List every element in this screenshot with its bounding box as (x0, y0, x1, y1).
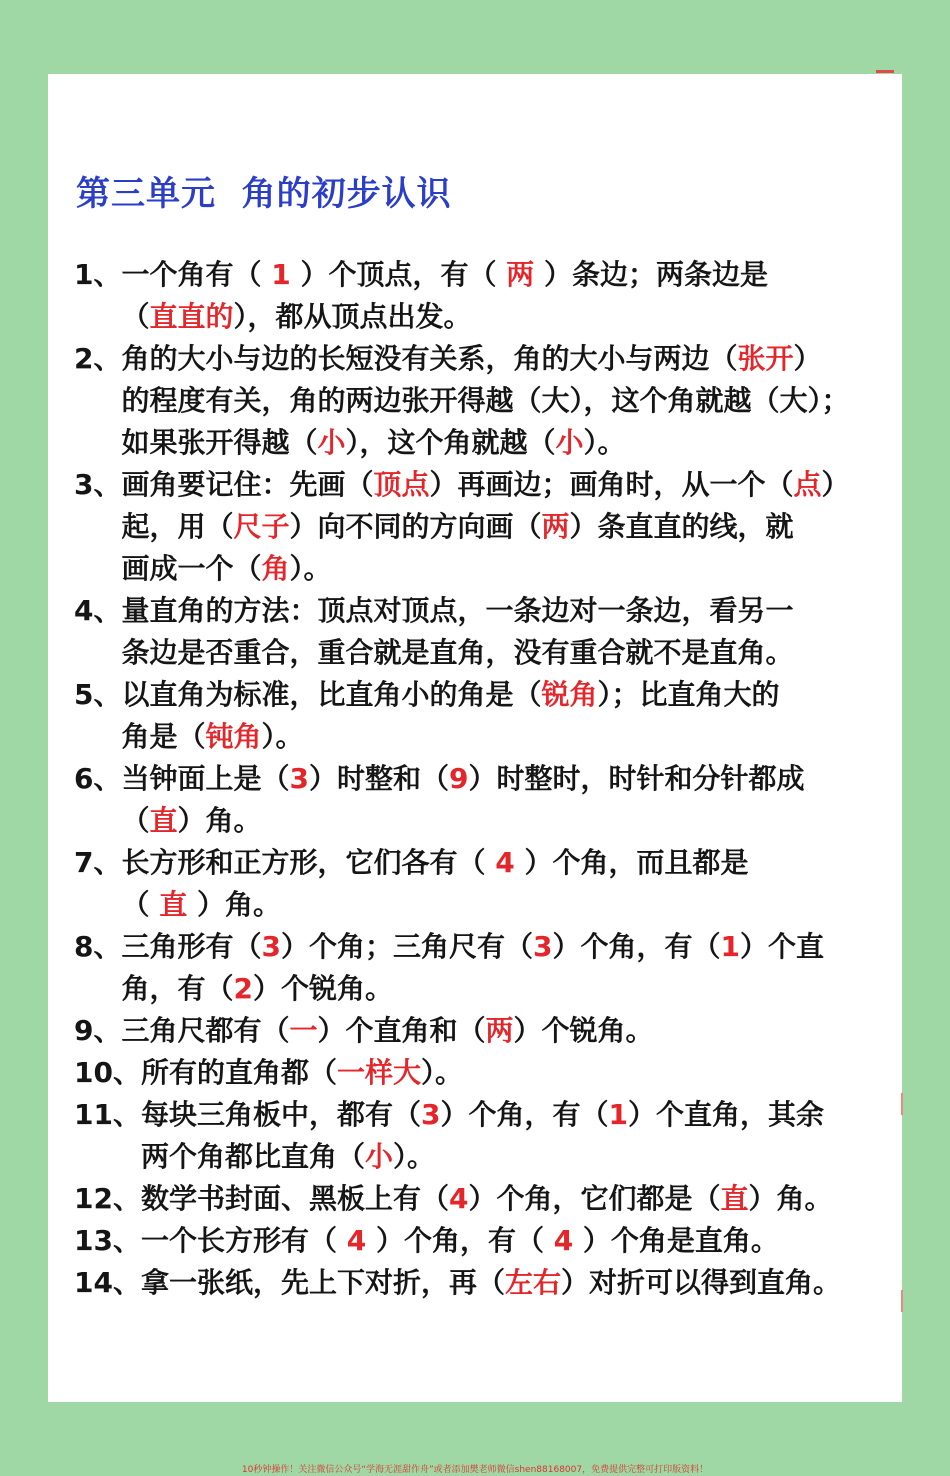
item-line (141, 1052, 874, 1094)
item-number: 13、 (74, 1224, 141, 1257)
item-number: 1、 (74, 258, 122, 291)
item-line (121, 800, 874, 842)
item-line (121, 464, 874, 506)
answer-text: 角 (261, 552, 290, 585)
item-text (121, 338, 874, 464)
item-number: 3、 (74, 468, 122, 501)
answer-text: 1 (271, 258, 291, 291)
list-item (74, 758, 874, 842)
question-text: ）个角，有（ (440, 1098, 609, 1131)
question-text: 拿一张纸，先上下对折，再（ (140, 1266, 505, 1299)
question-text: 条边是否重合，重合就是直角，没有重合就不是直角。 (121, 636, 794, 669)
item-text (121, 842, 874, 926)
question-text: ）个角，而且都是 (514, 846, 749, 879)
item-line (121, 296, 874, 338)
question-text: 如果张开得越（ (121, 426, 318, 459)
answer-text: 4 (448, 1182, 469, 1215)
item-number: 9、 (74, 1014, 122, 1047)
list-item (74, 1262, 874, 1304)
question-text: 角的大小与边的长短没有关系，角的大小与两边（ (121, 342, 738, 375)
question-text: ）再画边；画角时，从一个（ (429, 468, 794, 501)
question-text: ）个锐角。 (252, 972, 393, 1005)
question-text: ）角。 (748, 1182, 833, 1215)
question-text: 三角尺都有（ (121, 1014, 290, 1047)
side-mark (901, 1290, 903, 1312)
item-number: 12、 (74, 1182, 141, 1215)
list-item (74, 926, 874, 1010)
item-number: 8、 (74, 930, 122, 963)
item-line (121, 926, 874, 968)
answer-text: 3 (533, 930, 553, 963)
item-text (121, 464, 874, 590)
question-text: ）个顶点，有（ (290, 258, 507, 291)
item-line (141, 1262, 874, 1304)
answer-text: 两 (506, 258, 535, 291)
item-text (121, 1010, 874, 1052)
answer-text: 3 (420, 1098, 441, 1131)
question-text: （ (121, 804, 150, 837)
question-text: ）时整和（ (308, 762, 449, 795)
item-line (121, 506, 874, 548)
item-text (141, 1094, 874, 1178)
answer-text: 锐角 (541, 678, 598, 711)
question-text: ）个角，它们都是（ (468, 1182, 721, 1215)
item-text (141, 1052, 874, 1094)
question-text: 长方形和正方形，它们各有（ (121, 846, 496, 879)
answer-text: 9 (449, 762, 469, 795)
answer-text: 两 (485, 1014, 514, 1047)
item-text (141, 1178, 874, 1220)
answer-text: 一样大 (336, 1056, 421, 1089)
list-item (74, 1052, 874, 1094)
answer-text: 直 (720, 1182, 749, 1215)
page-title: 第三单元 角的初步认识 (76, 174, 452, 214)
answer-text: 顶点 (373, 468, 430, 501)
item-number: 5、 (74, 678, 122, 711)
item-text (141, 1220, 874, 1262)
answer-text: 4 (495, 846, 515, 879)
question-text: ）对折可以得到直角。 (561, 1266, 842, 1299)
question-text: 角是（ (121, 720, 206, 753)
item-line (121, 716, 874, 758)
answer-text: 一 (289, 1014, 318, 1047)
list-item (74, 1010, 874, 1052)
question-text: 数学书封面、黑板上有（ (140, 1182, 449, 1215)
answer-text: 1 (608, 1098, 628, 1131)
answer-text: 2 (233, 972, 253, 1005)
question-text: 一个角有（ (121, 258, 272, 291)
answer-text: 3 (289, 762, 309, 795)
item-line (121, 968, 874, 1010)
item-text (121, 926, 874, 1010)
question-text: ）时整时，时针和分针都成 (468, 762, 805, 795)
question-text: ），这个角就越（ (345, 426, 556, 459)
answer-text: 1 (720, 930, 740, 963)
list-item (74, 842, 874, 926)
item-text (121, 590, 874, 674)
item-line (121, 758, 874, 800)
list-item (74, 254, 874, 338)
answer-text: 3 (261, 930, 281, 963)
item-line (141, 1178, 874, 1220)
question-text: ）；比直角大的 (597, 678, 780, 711)
question-text: ）个直角，其余 (627, 1098, 824, 1131)
list-item (74, 338, 874, 464)
question-text: ）个角，有（ (366, 1224, 554, 1257)
question-text: ）个直 (739, 930, 824, 963)
question-text: ）角。 (187, 888, 281, 921)
item-line (121, 254, 874, 296)
question-text: 量直角的方法：顶点对顶点，一条边对一条边，看另一 (121, 594, 794, 627)
item-text (141, 1262, 874, 1304)
question-text: ）。 (393, 1140, 436, 1173)
question-text: 画成一个（ (121, 552, 262, 585)
item-number: 6、 (74, 762, 122, 795)
list-item (74, 590, 874, 674)
question-text: 每块三角板中，都有（ (140, 1098, 421, 1131)
answer-text: 4 (346, 1224, 367, 1257)
question-text: ）条直直的线，就 (569, 510, 794, 543)
question-text: ），都从顶点出发。 (233, 300, 472, 333)
item-text (121, 674, 874, 758)
question-text: 两个角都比直角（ (140, 1140, 365, 1173)
question-text: ） (821, 468, 850, 501)
answer-text: 直直的 (149, 300, 234, 333)
question-text: 以直角为标准，比直角小的角是（ (121, 678, 542, 711)
item-line (141, 1136, 874, 1178)
item-number: 10、 (74, 1056, 141, 1089)
answer-text: 4 (553, 1224, 574, 1257)
question-text: ）。 (583, 426, 626, 459)
question-text: （ (121, 888, 160, 921)
list-item (74, 1220, 874, 1262)
question-text: ）。 (421, 1056, 464, 1089)
list-item (74, 1094, 874, 1178)
item-line (121, 842, 874, 884)
question-text: ）向不同的方向画（ (289, 510, 542, 543)
question-text: 画角要记住：先画（ (121, 468, 374, 501)
item-line (121, 884, 874, 926)
question-text: 起，用（ (121, 510, 234, 543)
answer-text: 直 (159, 888, 188, 921)
item-number: 7、 (74, 846, 122, 879)
answer-text: 直 (149, 804, 178, 837)
item-line (121, 632, 874, 674)
answer-text: 小 (364, 1140, 393, 1173)
item-number: 2、 (74, 342, 122, 375)
item-text (121, 758, 874, 842)
item-line (121, 338, 874, 380)
item-number: 11、 (74, 1098, 141, 1131)
item-text (121, 254, 874, 338)
item-line (141, 1220, 874, 1262)
item-line (121, 1010, 874, 1052)
question-text: ）个锐角。 (513, 1014, 654, 1047)
footer-note: 10秒钟操作！关注微信公众号“学海无涯甜作舟”或者添加樊老师微信shen88168007，免费提供完整可打印版资料！ (241, 1465, 709, 1475)
question-text: ）。 (261, 720, 304, 753)
question-text: ）个角，有（ (552, 930, 721, 963)
question-text: 的程度有关，角的两边张开得越（大），这个角就越（大）； (121, 384, 850, 417)
item-line (121, 548, 874, 590)
question-text: 当钟面上是（ (121, 762, 290, 795)
answer-text: 尺子 (233, 510, 290, 543)
answer-text: 张开 (737, 342, 794, 375)
answer-text: 左右 (504, 1266, 561, 1299)
item-line (121, 590, 874, 632)
question-text: ）。 (289, 552, 332, 585)
answer-text: 小 (555, 426, 584, 459)
knowledge-list (74, 254, 874, 1304)
item-number: 4、 (74, 594, 122, 627)
side-mark (901, 1093, 903, 1115)
item-line (141, 1094, 874, 1136)
list-item (74, 674, 874, 758)
list-item (74, 1178, 874, 1220)
question-text: ）条边；两条边是 (534, 258, 768, 291)
item-line (121, 674, 874, 716)
question-text: 角，有（ (121, 972, 234, 1005)
question-text: ）个角是直角。 (573, 1224, 779, 1257)
answer-text: 钝角 (205, 720, 262, 753)
question-text: 一个长方形有（ (140, 1224, 347, 1257)
answer-text: 两 (541, 510, 570, 543)
item-line (121, 422, 874, 464)
question-text: ） (793, 342, 822, 375)
question-text: 三角形有（ (121, 930, 262, 963)
question-text: ）个直角和（ (317, 1014, 486, 1047)
item-line (121, 380, 874, 422)
list-item (74, 464, 874, 590)
question-text: ）角。 (177, 804, 262, 837)
corner-mark (876, 70, 894, 73)
answer-text: 点 (793, 468, 822, 501)
item-number: 14、 (74, 1266, 141, 1299)
answer-text: 小 (317, 426, 346, 459)
question-text: 所有的直角都（ (140, 1056, 337, 1089)
question-text: ）个角；三角尺有（ (280, 930, 533, 963)
question-text: （ (121, 300, 150, 333)
